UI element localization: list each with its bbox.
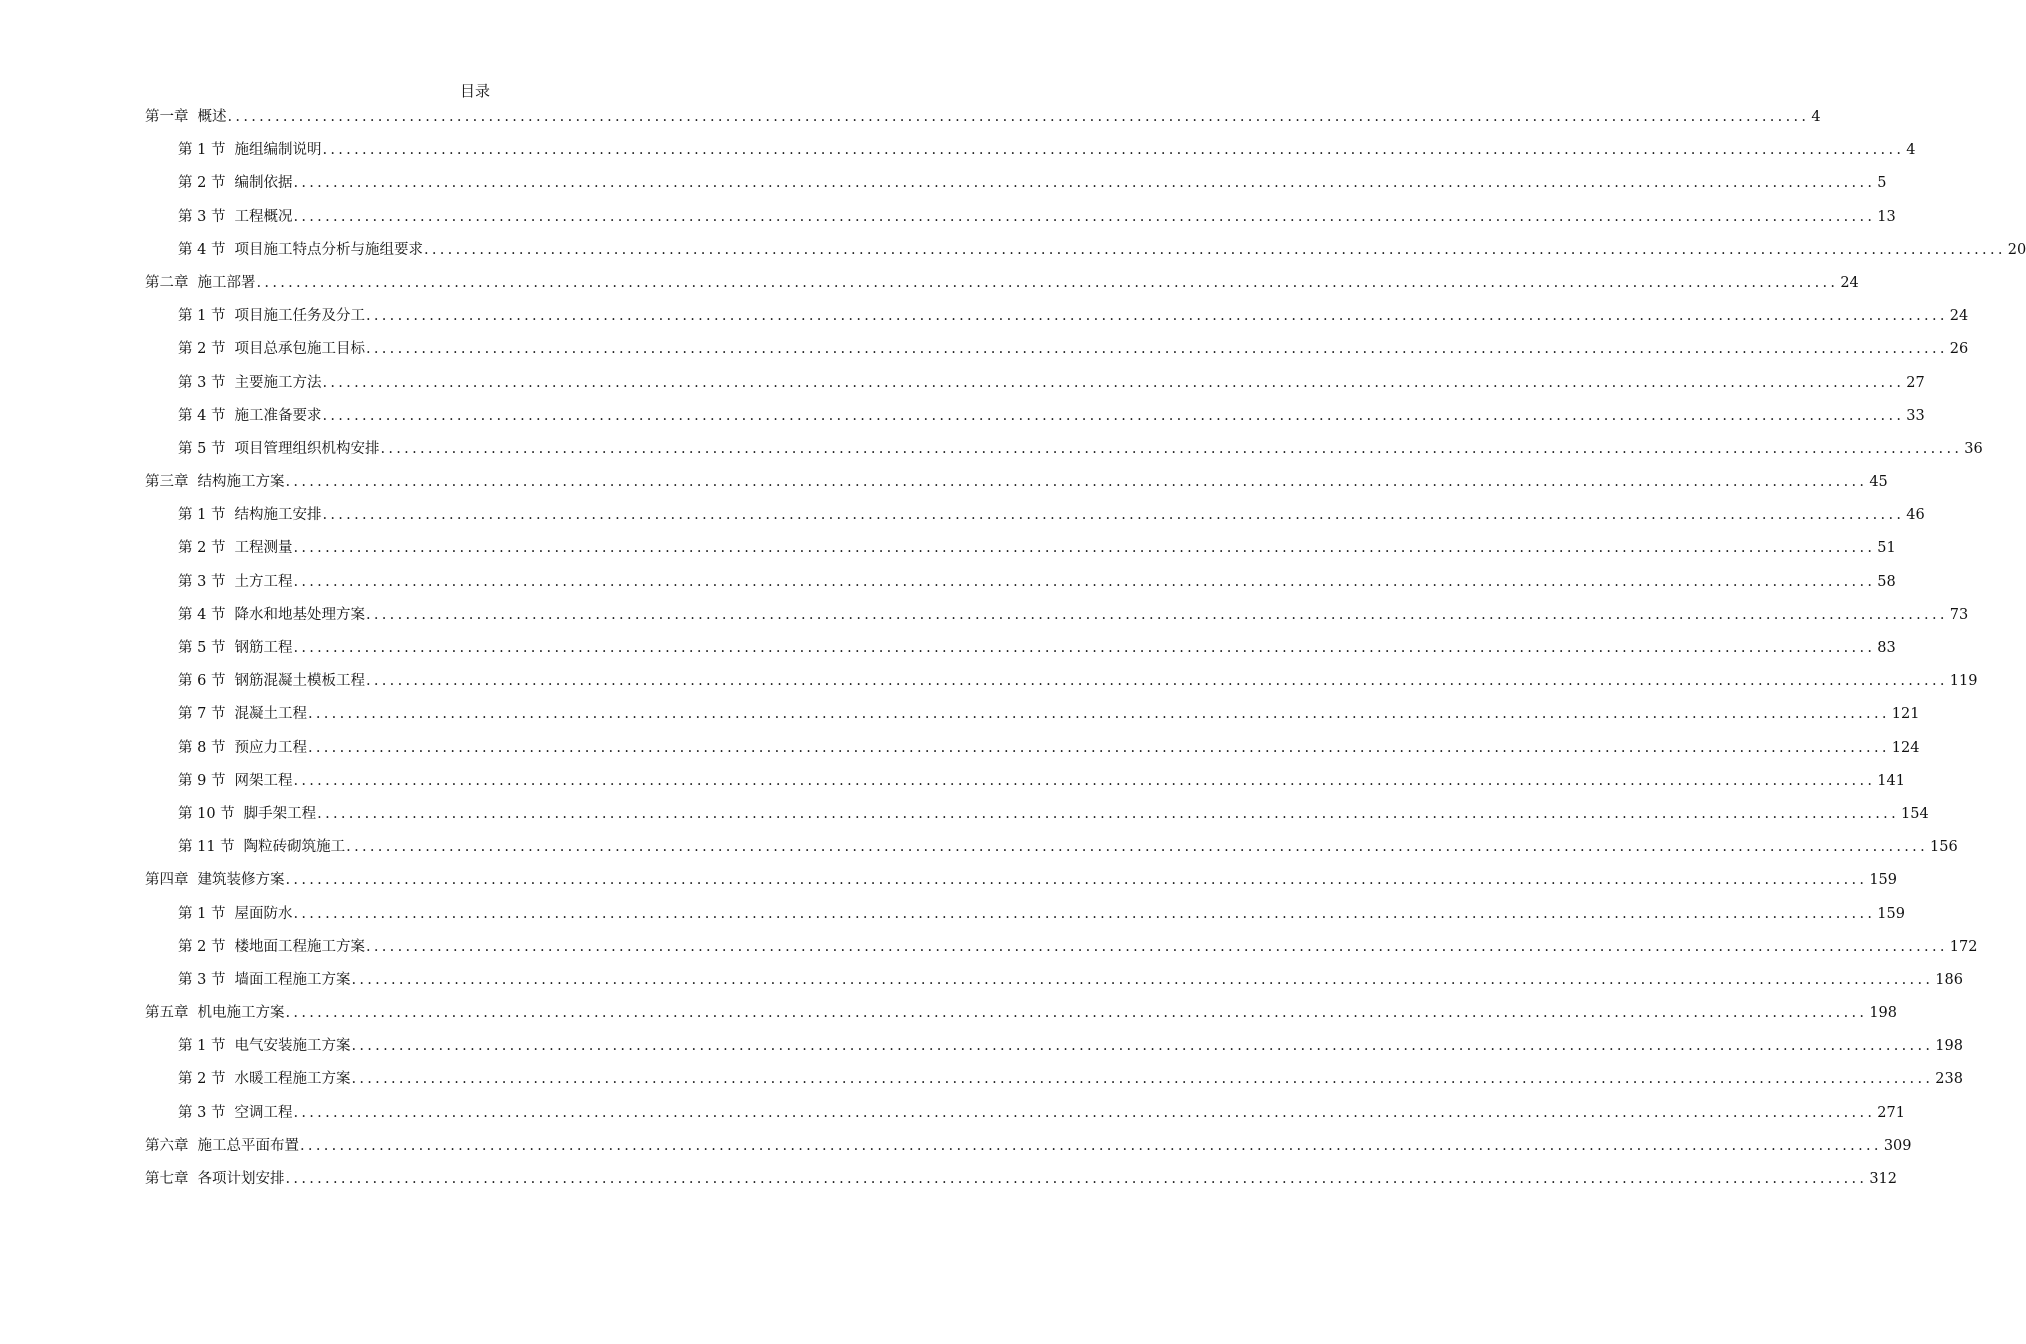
toc-entry-text: 墙面工程施工方案 xyxy=(234,971,351,988)
toc-entry-title xyxy=(178,665,365,698)
toc-entry-title xyxy=(178,1030,350,1063)
toc-entry-title xyxy=(178,964,350,997)
toc-section-entry[interactable] xyxy=(145,765,1905,798)
toc-section-entry[interactable] xyxy=(145,1030,1963,1063)
toc-entry-label: 第 2 节 xyxy=(178,1071,226,1088)
toc-page-number: 83 xyxy=(1877,640,1896,656)
toc-entry-text: 土方工程 xyxy=(234,573,293,590)
toc-section-entry[interactable] xyxy=(145,964,1963,997)
toc-entry-text: 项目总承包施工目标 xyxy=(234,341,365,358)
dot-leader: ........................................................................................................................................................................................................ xyxy=(365,938,1948,955)
dot-leader: ........................................................................................................................................................................................................ xyxy=(322,142,1905,159)
toc-entry-label: 第七章 xyxy=(145,1171,189,1187)
toc-page-number: 73 xyxy=(1949,606,1969,623)
toc-entry-text: 项目施工特点分析与施组要求 xyxy=(234,241,423,258)
toc-entry-title xyxy=(178,1063,350,1096)
toc-entry-title xyxy=(145,101,227,134)
toc-page-number: 20 xyxy=(2007,241,2026,258)
toc-section-entry[interactable] xyxy=(145,566,1896,599)
dot-leader: ........................................................................................................................................................................................................ xyxy=(293,772,1876,789)
toc-page-number: 309 xyxy=(1883,1137,1912,1154)
toc-page-number: 186 xyxy=(1935,971,1963,988)
toc-entry-title xyxy=(178,898,292,931)
toc-section-entry[interactable] xyxy=(145,665,1978,698)
toc-entry-title xyxy=(178,698,307,731)
toc-section-entry[interactable] xyxy=(145,499,1925,532)
dot-leader: ........................................................................................................................................................................................................ xyxy=(423,241,2006,258)
toc-page-number: 51 xyxy=(1877,540,1896,557)
toc-entry-label: 第 3 节 xyxy=(178,573,226,590)
toc-entry-title xyxy=(178,931,365,964)
toc-entry-text: 施组编制说明 xyxy=(234,142,322,159)
toc-entry-text: 陶粒砖砌筑施工 xyxy=(243,839,346,856)
toc-entry-text: 项目施工任务及分工 xyxy=(234,308,365,325)
dot-leader: ........................................................................................................................................................................................................ xyxy=(293,1104,1876,1121)
toc-entry-label: 第 6 节 xyxy=(178,673,226,690)
toc-entry-label: 第 3 节 xyxy=(178,208,226,225)
toc-section-entry[interactable] xyxy=(145,599,1969,632)
dot-leader: ........................................................................................................................................................................................................ xyxy=(317,805,1899,822)
toc-entry-text: 网架工程 xyxy=(234,772,293,789)
dot-leader: ........................................................................................................................................................................................................ xyxy=(365,308,1948,325)
dot-leader: ........................................................................................................................................................................................................ xyxy=(293,905,1876,922)
toc-section-entry[interactable] xyxy=(145,898,1905,931)
toc-entry-title xyxy=(178,234,423,267)
toc-entry-text: 施工部署 xyxy=(197,274,256,291)
toc-page-number: 45 xyxy=(1869,474,1888,491)
toc-entry-title xyxy=(178,167,292,200)
toc-entry-text: 电气安装施工方案 xyxy=(234,1038,351,1055)
toc-entry-label: 第 2 节 xyxy=(178,175,226,192)
dot-leader: ........................................................................................................................................................................................................ xyxy=(322,507,1905,524)
toc-section-entry[interactable] xyxy=(145,234,2026,267)
toc-page-number: 238 xyxy=(1935,1071,1963,1088)
toc-entry-title xyxy=(178,367,321,400)
toc-entry-text: 混凝土工程 xyxy=(234,706,307,723)
toc-entry-text: 主要施工方法 xyxy=(234,374,322,391)
toc-page-number: 46 xyxy=(1906,507,1925,524)
toc-page-number: 24 xyxy=(1949,308,1969,325)
toc-page-number: 124 xyxy=(1891,739,1920,756)
toc-entry-label: 第 1 节 xyxy=(178,905,226,922)
toc-entry-title xyxy=(178,566,292,599)
toc-entry-text: 结构施工安排 xyxy=(234,507,322,524)
dot-leader: ........................................................................................................................................................................................................ xyxy=(293,175,1876,192)
toc-entry-title xyxy=(178,632,292,665)
toc-section-entry[interactable] xyxy=(145,433,1983,466)
toc-chapter-entry[interactable] xyxy=(145,1130,1912,1163)
toc-page-number: 271 xyxy=(1877,1104,1905,1121)
toc-entry-label: 第四章 xyxy=(145,872,189,889)
toc-entry-label: 第三章 xyxy=(145,474,189,491)
toc-entry-text: 楼地面工程施工方案 xyxy=(234,938,365,955)
toc-section-entry[interactable] xyxy=(145,134,1916,167)
toc-entry-label: 第 1 节 xyxy=(178,142,226,159)
toc-section-entry[interactable] xyxy=(145,732,1920,765)
toc-entry-text: 水暖工程施工方案 xyxy=(234,1071,351,1088)
toc-page-number: 26 xyxy=(1949,341,1969,358)
toc-chapter-entry[interactable] xyxy=(145,101,1821,134)
toc-section-entry[interactable] xyxy=(145,167,1887,200)
toc-page-number: 156 xyxy=(1930,839,1958,856)
toc-chapter-entry[interactable] xyxy=(145,267,1859,300)
dot-leader: ........................................................................................................................................................................................................ xyxy=(293,208,1876,225)
toc-section-entry[interactable] xyxy=(145,1097,1905,1130)
dot-leader: ........................................................................................................................................................................................................ xyxy=(380,440,1963,457)
dot-leader: ........................................................................................................................................................................................................ xyxy=(307,706,1890,723)
toc-entry-label: 第 4 节 xyxy=(178,606,226,623)
toc-entry-title xyxy=(178,532,292,565)
toc-entry-title xyxy=(178,333,365,366)
toc-entry-title xyxy=(178,201,292,234)
toc-entry-title xyxy=(178,134,321,167)
toc-entry-label: 第二章 xyxy=(145,274,189,291)
toc-section-entry[interactable] xyxy=(145,698,1920,731)
toc-entry-title xyxy=(178,765,292,798)
toc-page-number: 159 xyxy=(1877,905,1905,922)
toc-section-entry[interactable] xyxy=(145,1063,1963,1096)
toc-section-entry[interactable] xyxy=(145,333,1969,366)
toc-section-entry[interactable] xyxy=(145,400,1925,433)
toc-page-number: 36 xyxy=(1964,440,1983,457)
toc-entry-label: 第 2 节 xyxy=(178,341,226,358)
toc-entry-title xyxy=(145,267,256,300)
dot-leader: ........................................................................................................................................................................................................ xyxy=(227,109,1810,125)
dot-leader: ........................................................................................................................................................................................................ xyxy=(285,474,1868,491)
toc-page-number: 4 xyxy=(1811,109,1821,125)
toc-entry-text: 降水和地基处理方案 xyxy=(234,606,365,623)
dot-leader: ........................................................................................................................................................................................................ xyxy=(365,606,1948,623)
toc-entry-text: 钢筋混凝土模板工程 xyxy=(234,673,365,690)
toc-page-number: 33 xyxy=(1906,407,1925,424)
toc-section-entry[interactable] xyxy=(145,300,1969,333)
toc-entry-text: 概述 xyxy=(197,109,227,125)
toc-entry-text: 工程概况 xyxy=(234,208,293,225)
dot-leader: ........................................................................................................................................................................................................ xyxy=(322,374,1905,391)
dot-leader: ........................................................................................................................................................................................................ xyxy=(365,673,1948,690)
toc-entry-title xyxy=(178,798,316,831)
toc-entry-text: 机电施工方案 xyxy=(197,1005,285,1022)
toc-entry-text: 各项计划安排 xyxy=(197,1171,285,1187)
toc-entry-title xyxy=(178,732,307,765)
toc-entry-text: 预应力工程 xyxy=(234,739,307,756)
toc-section-entry[interactable] xyxy=(145,632,1896,665)
toc-entry-label: 第 11 节 xyxy=(178,839,235,856)
toc-page-number: 141 xyxy=(1877,772,1905,789)
toc-entry-label: 第 3 节 xyxy=(178,374,226,391)
toc-entry-text: 脚手架工程 xyxy=(243,805,317,822)
dot-leader: ........................................................................................................................................................................................................ xyxy=(293,640,1876,656)
toc-entry-title xyxy=(178,831,345,864)
toc-section-entry[interactable] xyxy=(145,201,1896,234)
toc-entry-label: 第 2 节 xyxy=(178,540,226,557)
dot-leader: ........................................................................................................................................................................................................ xyxy=(365,341,1948,358)
toc-section-entry[interactable] xyxy=(145,532,1896,565)
toc-entry-text: 编制依据 xyxy=(234,175,293,192)
toc-heading: 目录 xyxy=(459,82,490,100)
toc-entry-label: 第五章 xyxy=(145,1005,189,1022)
toc-page-number: 159 xyxy=(1869,872,1898,889)
toc-page-number: 4 xyxy=(1906,142,1916,159)
dot-leader: ........................................................................................................................................................................................................ xyxy=(285,1171,1868,1187)
toc-page-number: 172 xyxy=(1949,938,1978,955)
dot-leader: ........................................................................................................................................................................................................ xyxy=(346,839,1928,856)
toc-entry-label: 第一章 xyxy=(145,109,189,125)
dot-leader: ........................................................................................................................................................................................................ xyxy=(256,274,1839,291)
toc-entry-label: 第 3 节 xyxy=(178,971,226,988)
toc-entry-label: 第 5 节 xyxy=(178,440,226,457)
dot-leader: ........................................................................................................................................................................................................ xyxy=(351,971,1934,988)
toc-page-number: 24 xyxy=(1840,274,1859,291)
dot-leader: ........................................................................................................................................................................................................ xyxy=(351,1071,1934,1088)
toc-entry-text: 屋面防水 xyxy=(234,905,293,922)
toc-entry-title xyxy=(145,466,285,499)
toc-page-number: 312 xyxy=(1869,1171,1898,1187)
toc-entry-title xyxy=(178,1097,292,1130)
dot-leader: ........................................................................................................................................................................................................ xyxy=(293,540,1876,557)
toc-entry-title xyxy=(145,1163,285,1196)
toc-entry-title xyxy=(145,997,285,1030)
toc-entry-title xyxy=(178,300,365,333)
dot-leader: ........................................................................................................................................................................................................ xyxy=(322,407,1905,424)
toc-page-number: 5 xyxy=(1877,175,1887,192)
toc-chapter-entry[interactable] xyxy=(145,466,1888,499)
toc-entry-label: 第 1 节 xyxy=(178,308,226,325)
dot-leader: ........................................................................................................................................................................................................ xyxy=(285,1005,1868,1022)
toc-entry-text: 施工总平面布置 xyxy=(197,1137,299,1154)
toc-entry-title xyxy=(178,433,379,466)
toc-entry-text: 项目管理组织机构安排 xyxy=(234,440,380,457)
toc-page-number: 121 xyxy=(1891,706,1920,723)
toc-page-number: 58 xyxy=(1877,573,1896,590)
toc-section-entry[interactable] xyxy=(145,931,1978,964)
toc-entry-title xyxy=(178,499,321,532)
toc-entry-label: 第 1 节 xyxy=(178,1038,226,1055)
dot-leader: ........................................................................................................................................................................................................ xyxy=(351,1038,1934,1055)
toc-entry-label: 第 2 节 xyxy=(178,938,226,955)
toc-page-number: 119 xyxy=(1949,673,1978,690)
toc-entry-title xyxy=(145,1130,299,1163)
toc-entry-text: 建筑装修方案 xyxy=(197,872,285,889)
toc-entry-label: 第 8 节 xyxy=(178,739,226,756)
toc-entry-text: 施工准备要求 xyxy=(234,407,322,424)
toc-entry-label: 第 1 节 xyxy=(178,507,226,524)
toc-entry-label: 第六章 xyxy=(145,1137,189,1154)
toc-page-number: 13 xyxy=(1877,208,1896,225)
toc-entry-label: 第 10 节 xyxy=(178,805,235,822)
toc-section-entry[interactable] xyxy=(145,831,1958,864)
toc-page-number: 198 xyxy=(1935,1038,1963,1055)
dot-leader: ........................................................................................................................................................................................................ xyxy=(300,1137,1882,1154)
toc-page-number: 27 xyxy=(1906,374,1925,391)
toc-entry-label: 第 3 节 xyxy=(178,1104,226,1121)
toc-entry-label: 第 4 节 xyxy=(178,241,226,258)
toc-entry-title xyxy=(178,599,365,632)
toc-entry-label: 第 4 节 xyxy=(178,407,226,424)
toc-entry-text: 钢筋工程 xyxy=(234,640,293,656)
toc-section-entry[interactable] xyxy=(145,798,1929,831)
toc-entry-text: 空调工程 xyxy=(234,1104,293,1121)
toc-entry-label: 第 7 节 xyxy=(178,706,226,723)
toc-page-number: 198 xyxy=(1869,1005,1898,1022)
toc-entry-text: 工程测量 xyxy=(234,540,293,557)
table-of-contents xyxy=(145,101,2026,1196)
toc-chapter-entry[interactable] xyxy=(145,997,1898,1030)
toc-entry-label: 第 5 节 xyxy=(178,640,226,656)
toc-section-entry[interactable] xyxy=(145,367,1925,400)
dot-leader: ........................................................................................................................................................................................................ xyxy=(307,739,1890,756)
toc-page-number: 154 xyxy=(1901,805,1929,822)
toc-entry-title xyxy=(145,864,285,897)
toc-chapter-entry[interactable] xyxy=(145,1163,1898,1196)
toc-entry-title xyxy=(178,400,321,433)
toc-chapter-entry[interactable] xyxy=(145,864,1898,897)
toc-entry-text: 结构施工方案 xyxy=(197,474,285,491)
toc-entry-label: 第 9 节 xyxy=(178,772,226,789)
dot-leader: ........................................................................................................................................................................................................ xyxy=(285,872,1868,889)
dot-leader: ........................................................................................................................................................................................................ xyxy=(293,573,1876,590)
